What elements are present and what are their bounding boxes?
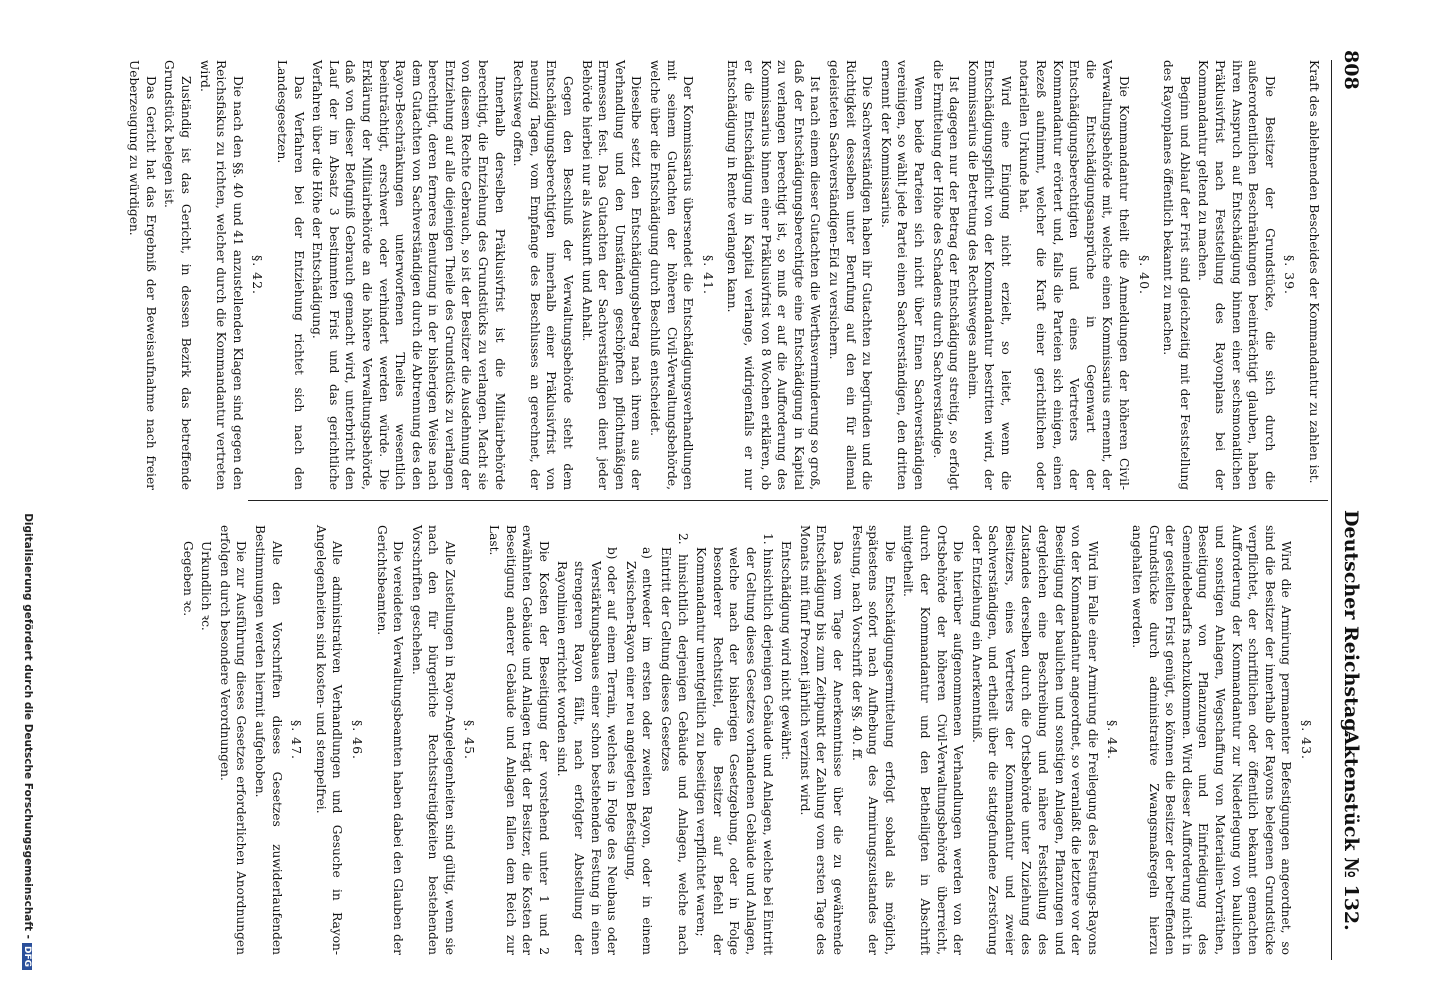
header-rule [1331,60,1332,960]
credit-text: Digitalisierung gefördert durch die Deutsche Forschungsgemeinschaft - [22,513,34,939]
running-title: Deutscher Reichstag. [1340,510,1362,739]
section-heading: §. 41. [700,254,716,296]
paragraph: Wird im Falle einer Armirung die Freilegung des Festungs-Rayons von der Kommandantur angeordnet, so veranlaßt die letztere vor der Beseitigung der baulichen und sonstigen Anlagen, Pflanzungen und dergleichen eine Beschreibung und nähere Feststellung des Zustandes derselben durch die Ortsbehörde unter Zuziehung des Besitzers, eines Vertreters der Kommandantur und zweier Sachverständigen, und ertheilt über die stattgefundene Zerstörung oder Entziehung ein Anerkenntniß. [969,525,1100,955]
paragraph: Zuständig ist das Gericht, in dessen Bezirk das betreffende Grundstück belegen ist. [162,60,193,490]
paragraph: Die nach den §§. 40 und 41 anzustellenden Klagen sind gegen den Reichsfiskus zu richten, welcher durch die Kommandantur vertreten wird. [197,60,245,490]
paragraph: Ist dagegen nur der Betrag der Entschädigung streitig, so erfolgt die Ermittelung der Höhe des Schadens durch Sachverständige. [930,60,962,490]
column-divider [248,500,1328,501]
paragraph: Wenn beide Parteien sich nicht über Einen Sachverständigen vereinigen, so wählt jede Partei einen Sachverständigen, den dritten ernennt der Kommissarius. [878,60,926,490]
paragraph: Die zur Ausführung dieses Gesetzes erforderlichen Anordnungen erfolgen durch besondere Verordnungen. [217,525,249,955]
paragraph: Wird eine Einigung nicht erzielt, so leitet, wenn die Entschädigungspflicht von der Kommandantur bestritten wird, der Kommissarius die Betretung des Rechtsweges anheim. [965,60,1013,490]
paragraph: Die vereideten Verwaltungsbeamten haben dabei den Glauben der Gerichtsbeamten. [374,525,406,955]
section-heading: §. 40. [1136,254,1152,296]
paragraph: Die Entschädigungsermittelung erfolgt sobald als möglich, spätestens sofort nach Aufhebung des Armirungszustandes der Festung, nach Vorschrift der §§. 40. ff. [849,525,897,955]
paragraph: Das Gericht hat das Ergebniß der Beweisaufnahme nach freier Ueberzeugung zu würdigen. [127,60,158,490]
section-heading: §. 43. [1299,719,1314,761]
paragraph: Das Verfahren bei der Entziehung richtet sich nach den Landesgesetzen. [274,60,306,490]
paragraph: Alle Zustellungen in Rayon-Angelegenheiten sind gültig, wenn sie nach den für bürgerliche Rechtsstreitigkeiten bestehenden Vorschriften geschehen. [409,525,457,955]
section-heading: §. 44. [1105,719,1121,761]
section-heading: §. 45. [462,719,478,761]
section-heading: §. 39. [1282,254,1298,296]
paragraph: Die Besitzer der Grundstücke, die sich durch die außerordentlichen Beschränkungen beeinträchtigt glauben, haben ihren Anspruch auf Entschädigung binnen einer sechsmonatlichen Präklusivfrist nach Feststellung des Rayonplans bei der Kommandantur geltend zu machen. [1196,60,1277,490]
paragraph: Ist nach einem dieser Gutachten die Werthsverminderung so groß, daß der Entschädigungsberechtigte eine Entschädigung in Kapital zu verlangen berechtigt ist, so muß er auf die Aufforderung des Kommissarius binnen einer Präklusivfrist von 8 Wochen erklären, ob er die Entschädigung in Kapital verlange, widrigenfalls er nur Entschädigung in Rente verlangen kann. [725,60,823,490]
paragraph: Das vom Tage der Anerkenntnisse über die zu gewährende Entschädigung bis zum Zeitpunkt der Zahlung vom ersten Tage des Monats mit fünf Prozent jährlich verzinst wird. [797,525,845,955]
paragraph: Die Sachverständigen haben ihr Gutachten zu begründen und die Richtigkeit desselben unter Berufung auf den ein für allemal geleisteten Sachverständigen-Eid zu versichern. [826,60,875,490]
dfg-logo: DFG [22,943,32,970]
paragraph: Gegen den Beschluß der Verwaltungsbehörde steht dem Entschädigungsberechtigten innerhalb einer Präklusivfrist von neunzig Tagen, vom Empfange des Beschlusses an gerechnet, der Rechtsweg offen. [511,60,576,490]
page-header [1322,50,1362,970]
page-number: 808 [1340,50,1362,90]
paragraph: Kraft des ablehnenden Bescheides der Kommandantur zu zahlen ist. [1307,60,1321,484]
paragraph: Alle den Vorschriften dieses Gesetzes zuwiderlaufenden Bestimmungen werden hiermit aufgehoben. [252,525,284,955]
paragraph: Der Kommissarius übersendet die Entschädigungsverhandlungen mit seinem Gutachten der höheren Civil-Verwaltungsbehörde, welche über die Entschädigung durch Beschluß entscheidet. [648,60,696,490]
left-column [124,60,1322,490]
right-column [177,525,1322,955]
sub-list-item: b) oder auf einem Terrain, welches in Folge des Neubaus oder Verstärkungsbaues einer schon bestehenden Festung in einen strengeren Rayon fällt, nach erfolgter Abstellung der Rayonlinien errichtet worden sind. [555,547,620,955]
document-number: Aktenstück № 132. [1340,730,1362,931]
paragraph: Die Kommandantur theilt die Anmeldungen der höheren Civil-Verwaltungsbehörde mit, welche einen Kommissarius ernennt, der die Entschädigungsansprüche in Gegenwart der Entschädigungsberechtigten und eines Vertreters der Kommandantur erörtert und, falls die Parteien sich einigen, einen Rezeß aufnimmt, welcher die Kraft einer gerichtlichen oder notariellen Urkunde hat. [1017,60,1132,490]
paragraph: Wird die Armirung permanenter Befestigungen angeordnet, so sind die Besitzer der innerhalb der Rayons belegenen Grundstücke verpflichtet, der schriftlichen oder öffentlich bekannt gemachten Aufforderung der Kommandantur zur Niederlegung von baulichen und sonstigen Anlagen, Wegschaffung von Materialien-Vorräthen, Beseitigung von Pflanzungen und Einfriedigung des Gemeindebedarfs nachzukommen. Wird dieser Aufforderung nicht in der gestellten Frist genügt, so können die Besitzer der betreffenden Grundstücke durch administrative Zwangsmaßregeln hierzu angehalten werden. [1130,525,1294,955]
paragraph: Alle administrativen Verhandlungen und Gesuche in Rayon-Angelegenheiten sind kosten- und stempelfrei. [313,525,345,955]
paragraph: Dieselbe setzt den Entschädigungsbetrag nach ihrem aus der Verhandlung und den Umständen geschöpften pflichtmäßigen Ermessen fest. Das Gutachten der Sachverständigen dient jeder Behörde hierbei nur als Auskunft und Anhalt. [579,60,644,490]
paragraph: Gegeben ꝛc. [180,541,195,617]
list-item: 2. hinsichtlich derjenigen Gebäude und Anlagen, welche nach Eintritt der Geltung dieses Gesetzes [659,533,690,955]
paragraph: Beginn und Ablauf der Frist sind gleichzeitig mit der Feststellung des Rayonplanes öffentlich bekannt zu machen. [1161,60,1192,490]
section-heading: §. 47. [289,719,305,761]
paragraph: Entschädigung wird nicht gewährt: [779,541,794,761]
paragraph: Die hierüber aufgenommenen Verhandlungen werden von der Ortsbehörde der höheren Civil-Verwaltungsbehörde überreicht, durch der Kommandantur und den Betheiligten in Abschrift mitgetheilt. [901,525,966,955]
section-heading: §. 42. [250,254,266,296]
paragraph: Die Kosten der Beseitigung der vorstehend unter 1 und 2 erwähnten Gebäude und Anlagen trägt der Besitzer, die Kosten der Beseitigung anderer Gebäude und Anlagen fallen dem Reich zur Last. [487,525,551,955]
paragraph: Urkundlich ꝛc. [199,541,214,631]
list-item: 1. hinsichtlich derjenigen Gebäude und Anlagen, welche bei Eintritt der Geltung dieses Gesetzes vorhandenen Gebäude und Anlagen, welche nach der bisherigen Gesetzgebung, oder in Folge besonderer Rechtstitel, die Besitzer auf Befehl der Kommandantur unentgeltlich zu beseitigen verpflichtet waren; [694,533,775,955]
section-heading: §. 46. [349,719,365,761]
sub-list-item: a) entweder im ersten oder zweiten Rayon, oder in einem Zwischen-Rayon einer neu angelegten Befestigung, [623,547,655,955]
digitization-credit [22,30,34,970]
paragraph: Innerhalb derselben Präklusivfrist ist die Militairbehörde berechtigt, die Entziehung des Grundstücks zu verlangen. Macht sie von diesem Rechte Gebrauch, so ist der Besitzer die Ausdehnung der Entziehung auf alle diejenigen Theile des Grundstücks zu verlangen berechtigt, deren ferneres Benutzung in der bisherigen Weise nach dem Gutachten von Sachverständigen durch die Abtrennung des den Rayon-Beschränkungen unterworfenen Theiles wesentlich beeinträchtigt, erschwert oder verhindert werden würde. Die Erklärung der Militairbehörde an die höhere Verwaltungsbehörde, daß von dieser Befugniß Gebrauch gemacht wird, unterbricht den Lauf der im Absatz 3 bestimmten Frist und das gerichtliche Verfahren über die Höhe der Entschädigung. [310,60,507,490]
